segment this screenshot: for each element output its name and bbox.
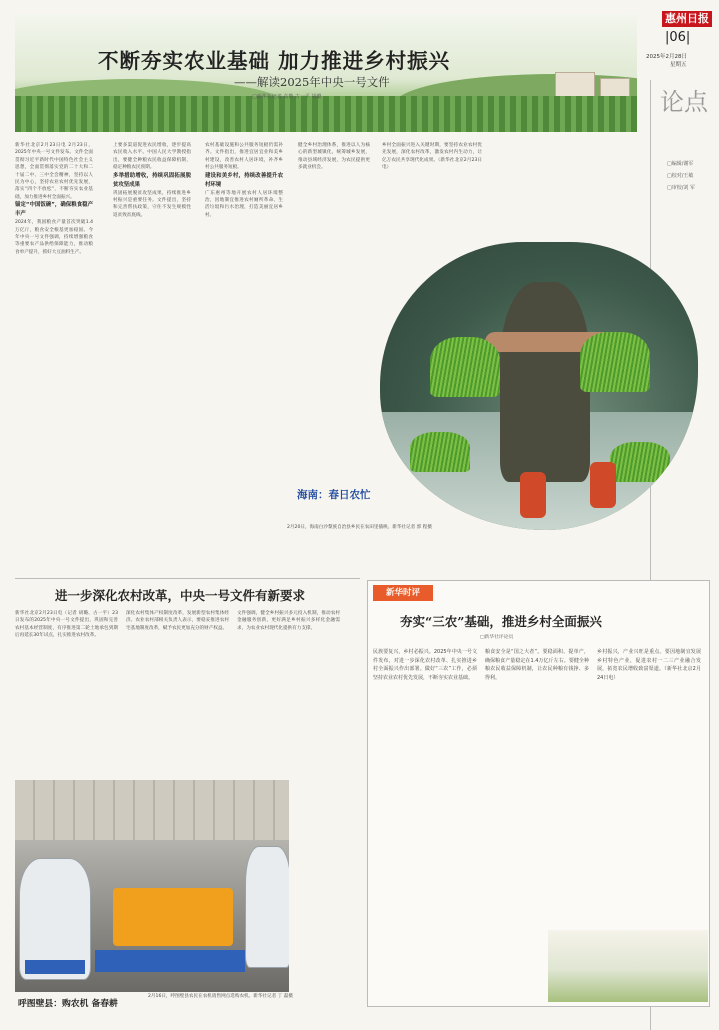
page-number: |06| xyxy=(665,30,691,45)
commentary-column-1: 民族要复兴，乡村必振兴。2025年中央一号文件发布，对进一步深化农村改革、扎实推进乡村全面振兴作出部署。做好“三农”工作，必须坚持农业农村优先发展，不断夯实农业基础。 xyxy=(373,649,477,681)
factory-photo-caption: 呼图壁县：购农机 备春耕 xyxy=(18,999,118,1009)
issue-date: 2025年2月28日 xyxy=(646,54,687,60)
rural-illustration xyxy=(548,930,708,1002)
article1-column-2 xyxy=(113,142,191,572)
commentary-column-3: 乡村振兴，产业兴旺是重点。要因地制宜发展乡村特色产业，促进农村一二三产业融合发展，拓宽农民增收致富渠道。（新华社北京2月24日电） xyxy=(597,649,701,681)
article2-column-3: 文件强调，健全乡村振兴多元投入机制，推动农村金融服务创新，更好满足乡村振兴多样化金融需求，为农业农村现代化提供有力支撑。 xyxy=(237,611,340,631)
section-divider xyxy=(15,578,360,579)
article2-column-1: 新华社北京2月23日电（记者 胡璐、古一平）23日发布的2025年中央一号文件提出，巩固和完善农村基本经营制度，有序推进第二轮土地承包到期后再延长30年试点，扎实推进农村改革。 xyxy=(15,611,118,639)
article1-lead: 新华社北京2月23日电 2月23日，2025年中央一号文件发布。文件全面贯彻习近平新时代中国特色社会主义思想，全面贯彻落实党的二十大和二十届二中、三中全会精神，坚持以人民为中心，坚持农业农村优先发展，落实“四个不放松”，不断夯实农业基础，加力推进乡村全面振兴。 xyxy=(15,143,93,200)
article1-text: 农村基础设施和公共服务短板仍需补齐。文件指出，推进宜居宜业和美乡村建设，改善农村人居环境，补齐乡村公共服务短板。 xyxy=(205,143,283,171)
review-credit: □审校/刘 军 xyxy=(667,185,695,191)
main-subheadline: ——解读2025年中央一号文件 xyxy=(234,75,390,89)
proof-credit: □校对/王敏 xyxy=(667,173,694,179)
editor-credits xyxy=(667,158,695,194)
column-logo: 论点 xyxy=(660,88,708,116)
article1-column-5 xyxy=(382,142,482,242)
article2-column-2: 深化农村集体产权制度改革，发展新型农村集体经济。农业农村部相关负责人表示，要稳妥推进农村宅基地制度改革，赋予农民更加充分的财产权益。 xyxy=(126,611,229,631)
article1-column-3 xyxy=(205,142,283,572)
article1-text: 乡村全面振兴进入关键时期，要坚持农业农村优先发展，深化农村改革，激发农村内生动力，让亿万农民共享现代化成果。（新华社北京2月23日电） xyxy=(382,143,482,171)
commentary-tag: 新华时评 xyxy=(373,585,433,601)
farm-machinery-photo xyxy=(15,780,289,992)
article1-column-1 xyxy=(15,142,93,572)
commentary-author: □新华社评论员 xyxy=(480,635,514,640)
commentary-column-2: 粮食安全是“国之大者”。要稳面积、提单产，确保粮食产量稳定在1.4万亿斤左右。要健全种粮农民收益保障机制，让农民种粮有钱挣、多得利。 xyxy=(485,649,589,681)
article2-headline: 进一步深化农村改革，中央一号文件有新要求 xyxy=(55,588,306,603)
photo-caption: 海南：春日农忙 xyxy=(297,489,371,501)
article1-text: 上要多渠道促进农民增收，逐步提高农民收入水平。中国人民大学教授指出，要健全种粮农民收益保障机制，稳定种粮农民预期。 xyxy=(113,143,191,171)
article1-text: 巩固拓展脱贫攻坚成果，持续推进乡村振兴是重要任务。文件提出，坚持和完善帮扶政策，守住不发生规模性返贫致贫底线。 xyxy=(113,190,191,218)
newspaper-logo: 惠州日报 xyxy=(662,11,712,27)
factory-photo-description: 2月16日，呼图壁县农民在农机销售网点选购农机。新华社记者 丁 磊摄 xyxy=(148,994,293,999)
article1-subhead-1: 锚定“中国饭碗”，确保粮食稳产丰产 xyxy=(15,202,93,218)
photo-description: 2月20日，海南白沙黎族自治县乡民在农田里插秧。新华社记者 郭 程摄 xyxy=(287,525,432,530)
article1-text: 广东惠州等地开展农村人居环境整治，因地制宜推进农村厕所革命、生活垃圾和污水治理，打造美丽宜居乡村。 xyxy=(205,190,283,218)
article1-subhead-2: 多举措助增收，持续巩固拓展脱贫攻坚成果 xyxy=(113,172,191,188)
main-headline: 不断夯实农业基础 加力推进乡村振兴 xyxy=(98,49,451,73)
article1-subhead-3: 建设和美乡村，持续改善提升农村环境 xyxy=(205,172,283,188)
editor-credit: □编辑/谢军 xyxy=(667,161,694,167)
commentary-headline: 夯实“三农”基础，推进乡村全面振兴 xyxy=(400,614,602,629)
issue-weekday: 星期五 xyxy=(670,62,687,68)
article1-column-4 xyxy=(298,142,370,472)
rice-planting-photo xyxy=(380,242,698,530)
main-byline: □新华社记者 高敬 古一平 胡璐 xyxy=(252,94,322,100)
article1-text: 健全乡村治理体系，推进以人为核心的新型城镇化，统筹城乡发展，推动县域经济发展，为农民提供更多就业机会。 xyxy=(298,143,370,171)
article1-text: 2024年，我国粮食产量首次突破1.4万亿斤，粮食安全根基更加稳固。今年中央一号文件强调，持续增强粮食等重要农产品供给保障能力，推动粮食单产提升，抓好大豆油料生产。 xyxy=(15,220,93,255)
